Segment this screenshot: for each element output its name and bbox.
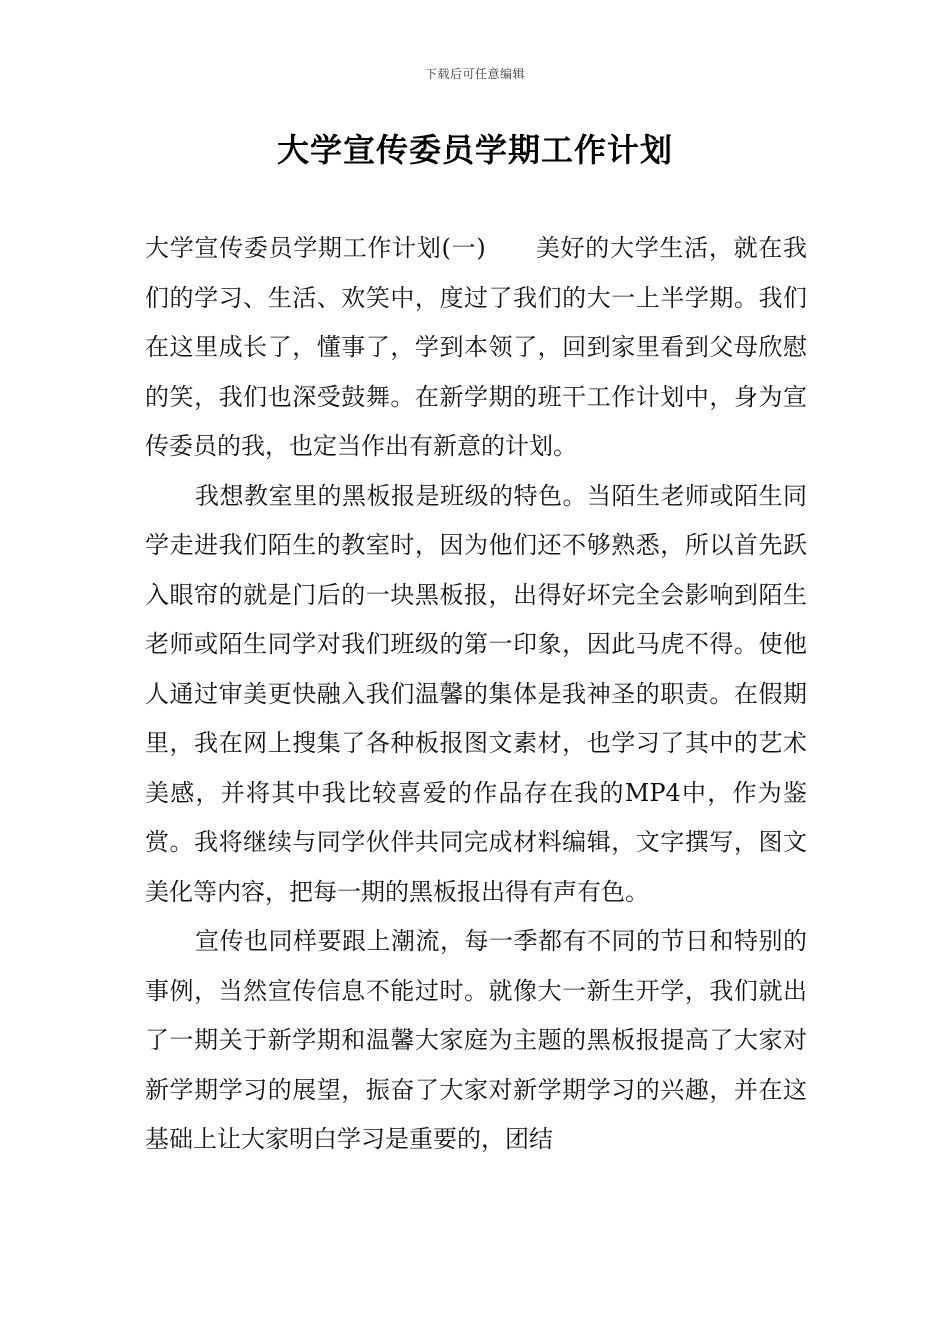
- document-body: [145, 224, 807, 1165]
- paragraph-1: 大学宣传委员学期工作计划(一) 美好的大学生活，就在我们的学习、生活、欢笑中，度过了我们的大一上半学期。我们在这里成长了，懂事了，学到本领了，回到家里看到父母欣慰的笑，我们也深受鼓舞。在新学期的班干工作计划中，身为宣传委员的我，也定当作出有新意的计划。: [145, 234, 807, 460]
- paragraph-3: 宣传也同样要跟上潮流，每一季都有不同的节日和特别的事例，当然宣传信息不能过时。就像大一新生开学，我们就出了一期关于新学期和温馨大家庭为主题的黑板报提高了大家对新学期学习的展望，振奋了大家对新学期学习的兴趣，并在这基础上让大家明白学习是重要的，团结: [145, 927, 807, 1153]
- page-header-note: 下载后可任意编辑: [424, 67, 525, 81]
- paragraph-2: 我想教室里的黑板报是班级的特色。当陌生老师或陌生同学走进我们陌生的教室时，因为他们还不够熟悉，所以首先跃入眼帘的就是门后的一块黑板报，出得好坏完全会影响到陌生老师或陌生同学对我们班级的第一印象，因此马虎不得。使他人通过审美更快融入我们温馨的集体是我神圣的职责。在假期里，我在网上搜集了各种板报图文素材，也学习了其中的艺术美感，并将其中我比较喜爱的作品存在我的MP4中，作为鉴赏。我将继续与同学伙伴共同完成材料编辑，文字撰写，图文美化等内容，把每一期的黑板报出得有声有色。: [145, 481, 807, 906]
- document-title: 大学宣传委员学期工作计划: [276, 131, 673, 169]
